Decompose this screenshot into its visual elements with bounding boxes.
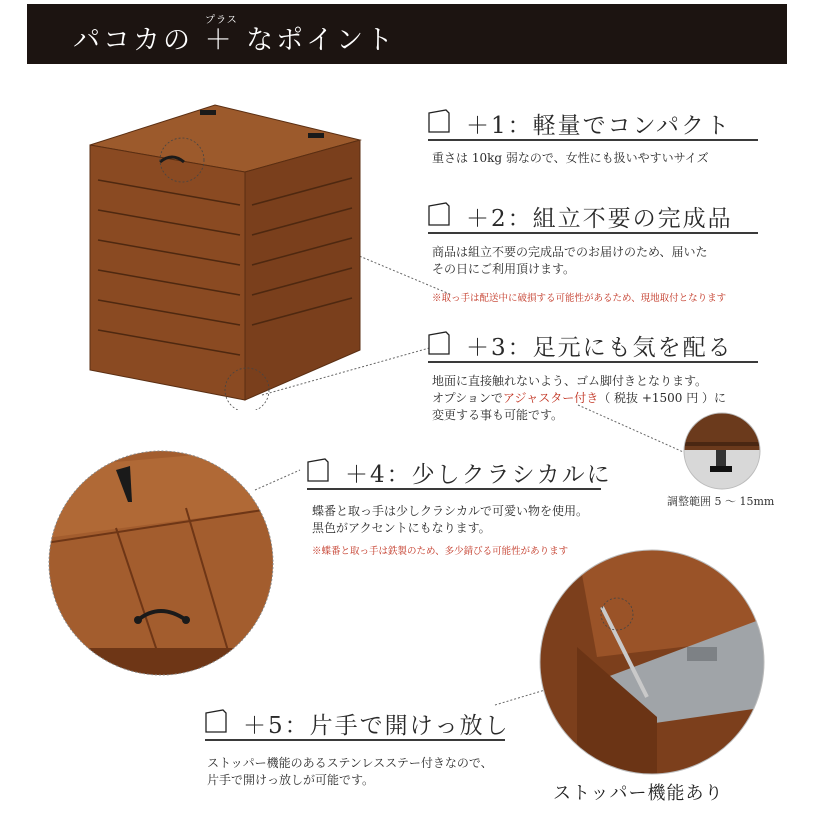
- divider: [307, 488, 601, 490]
- point-2-title: ＋2：組立不要の完成品: [466, 206, 733, 232]
- adjuster-option-text: アジャスター付き: [502, 391, 599, 405]
- point-1-desc: 重さは 10kg 弱なので、女性にも扱いやすいサイズ: [432, 151, 709, 165]
- point-1-title: ＋1：軽量でコンパクト: [466, 113, 732, 139]
- divider: [205, 739, 505, 741]
- point-3-header: [428, 327, 758, 363]
- point-3-desc: 地面に直接触れないよう、ゴム脚付きとなります。 オプションでアジャスター付き（ 税抜 +1500 円 ）に 変更する事も可能です。: [432, 374, 727, 422]
- header-ruby: プラス: [205, 15, 238, 26]
- point-4-note: ※蝶番と取っ手は鉄製のため、多少錆びる可能性があります: [312, 546, 569, 557]
- divider: [428, 232, 758, 234]
- point-1-header: [428, 105, 758, 141]
- point-3-title: ＋3：足元にも気を配る: [466, 335, 733, 361]
- lid-closeup-image: [46, 448, 276, 678]
- wooden-box-image: [80, 100, 370, 410]
- point-5-header: [205, 705, 510, 741]
- point-2-desc: 商品は組立不要の完成品でのお届けのため、届いた その日にご利用頂けます。: [432, 245, 708, 276]
- page-title: パコカの ＋ なポイント: [73, 25, 397, 56]
- point-2-note: ※取っ手は配送中に破損する可能性があるため、現地取付となります: [432, 293, 727, 304]
- point-4-header: [307, 454, 612, 490]
- point-4-title: ＋4：少しクラシカルに: [345, 462, 612, 488]
- tag-icon: [428, 331, 450, 355]
- tag-icon: [428, 109, 450, 133]
- adjuster-foot-image: [683, 412, 761, 490]
- divider: [428, 139, 758, 141]
- point-5-title: ＋5：片手で開けっ放し: [243, 713, 510, 739]
- adjuster-caption: 調整範囲 5 ～ 15mm: [667, 495, 775, 508]
- point-4-desc: 蝶番と取っ手は少しクラシカルで可愛い物を使用。 黒色がアクセントにもなります。: [312, 504, 589, 535]
- tag-icon: [307, 458, 329, 482]
- divider: [428, 361, 758, 363]
- stopper-image: [537, 547, 767, 777]
- stopper-caption: ストッパー機能あり: [553, 783, 724, 804]
- point-5-desc: ストッパー機能のあるステンレスステー付きなので、 片手で開けっ放しが可能です。: [207, 756, 493, 787]
- point-2-header: [428, 198, 758, 234]
- tag-icon: [428, 202, 450, 226]
- tag-icon: [205, 709, 227, 733]
